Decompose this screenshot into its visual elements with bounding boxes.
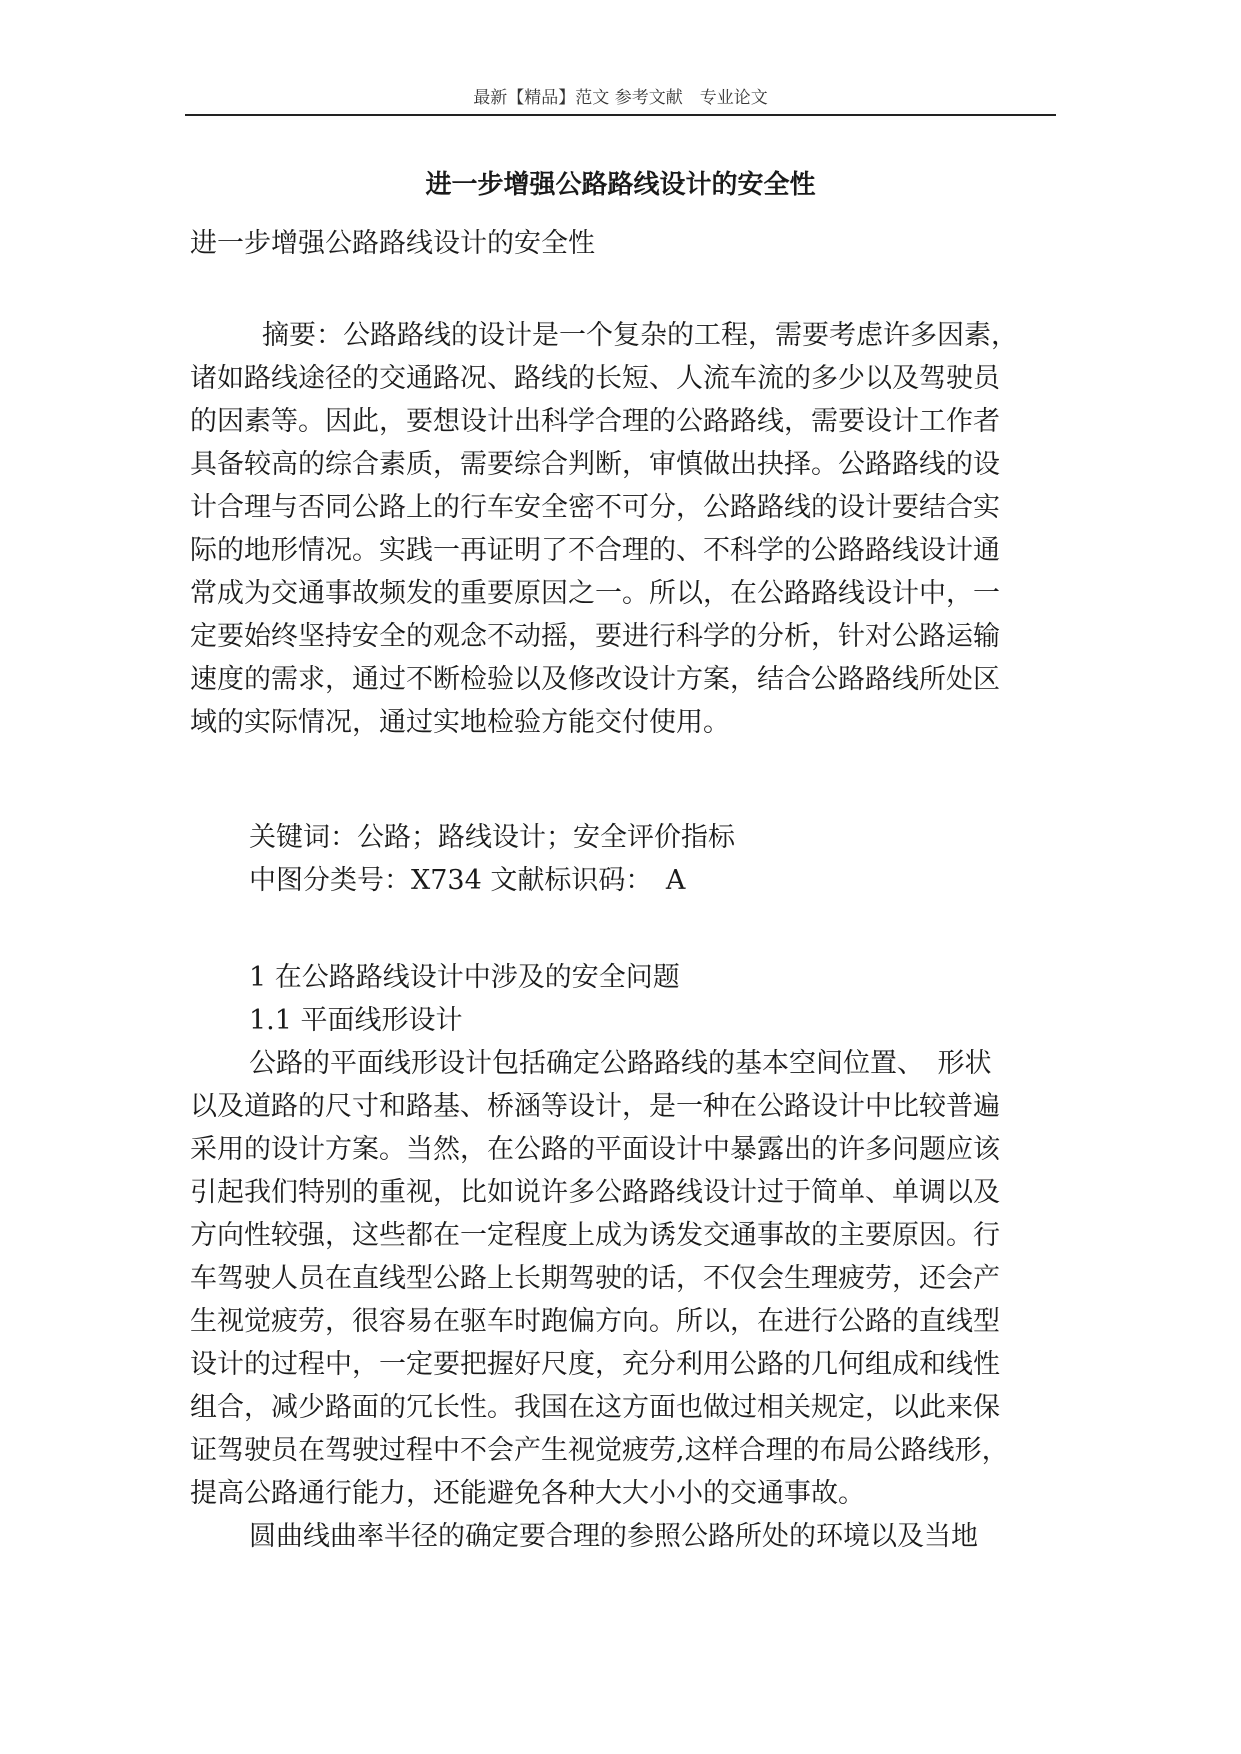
abstract-line: 常成为交通事故频发的重要原因之一。所以，在公路路线设计中，一 bbox=[190, 578, 1000, 609]
body-line: 提高公路通行能力，还能避免各种大大小小的交通事故。 bbox=[190, 1478, 865, 1509]
metadata-block bbox=[190, 816, 1056, 902]
section-heading: 1 在公路路线设计中涉及的安全问题 bbox=[249, 962, 680, 993]
abstract-line: 诸如路线途径的交通路况、路线的长短、人流车流的多少以及驾驶员 bbox=[190, 363, 1000, 394]
abstract-line: 定要始终坚持安全的观念不动摇，要进行科学的分析，针对公路运输 bbox=[190, 621, 1000, 652]
abstract-paragraph bbox=[190, 314, 1056, 744]
body-line: 组合，减少路面的冗长性。我国在这方面也做过相关规定，以此来保 bbox=[190, 1392, 1000, 1423]
body-line: 设计的过程中，一定要把握好尺度，充分利用公路的几何组成和线性 bbox=[190, 1349, 1000, 1380]
body-line: 方向性较强，这些都在一定程度上成为诱发交通事故的主要原因。行 bbox=[190, 1220, 1000, 1251]
section-1 bbox=[190, 956, 1056, 1558]
running-header: 最新【精品】范文 参考文献 专业论文 bbox=[473, 88, 768, 108]
abstract-line: 的因素等。因此，要想设计出科学合理的公路路线，需要设计工作者 bbox=[190, 406, 1000, 437]
keywords-line: 关键词：公路；路线设计；安全评价指标 bbox=[249, 822, 735, 853]
body-line: 生视觉疲劳，很容易在驱车时跑偏方向。所以，在进行公路的直线型 bbox=[190, 1306, 1000, 1337]
abstract-line: 际的地形情况。实践一再证明了不合理的、不科学的公路路线设计通 bbox=[190, 535, 1000, 566]
subsection-heading: 1.1 平面线形设计 bbox=[249, 1005, 463, 1036]
abstract-line: 摘要：公路路线的设计是一个复杂的工程，需要考虑许多因素， bbox=[262, 320, 1018, 351]
classification-line: 中图分类号：X734 文献标识码： A bbox=[249, 865, 686, 896]
body-line: 圆曲线曲率半径的确定要合理的参照公路所处的环境以及当地 bbox=[249, 1521, 978, 1552]
document-title: 进一步增强公路路线设计的安全性 bbox=[425, 170, 816, 200]
abstract-line: 域的实际情况，通过实地检验方能交付使用。 bbox=[190, 707, 730, 738]
body-line: 证驾驶员在驾驶过程中不会产生视觉疲劳,这样合理的布局公路线形， bbox=[190, 1435, 1009, 1466]
body-line: 采用的设计方案。当然，在公路的平面设计中暴露出的许多问题应该 bbox=[190, 1134, 1000, 1165]
header-divider bbox=[185, 114, 1056, 116]
body-line: 以及道路的尺寸和路基、桥涵等设计，是一种在公路设计中比较普遍 bbox=[190, 1091, 1000, 1122]
abstract-line: 具备较高的综合素质，需要综合判断，审慎做出抉择。公路路线的设 bbox=[190, 449, 1000, 480]
body-line: 引起我们特别的重视，比如说许多公路路线设计过于简单、单调以及 bbox=[190, 1177, 1000, 1208]
body-line: 公路的平面线形设计包括确定公路路线的基本空间位置、 形状 bbox=[249, 1048, 992, 1079]
body-line: 车驾驶人员在直线型公路上长期驾驶的话，不仅会生理疲劳，还会产 bbox=[190, 1263, 1000, 1294]
abstract-line: 速度的需求，通过不断检验以及修改设计方案，结合公路路线所处区 bbox=[190, 664, 1000, 695]
abstract-line: 计合理与否同公路上的行车安全密不可分，公路路线的设计要结合实 bbox=[190, 492, 1000, 523]
document-subtitle: 进一步增强公路路线设计的安全性 bbox=[190, 228, 595, 259]
